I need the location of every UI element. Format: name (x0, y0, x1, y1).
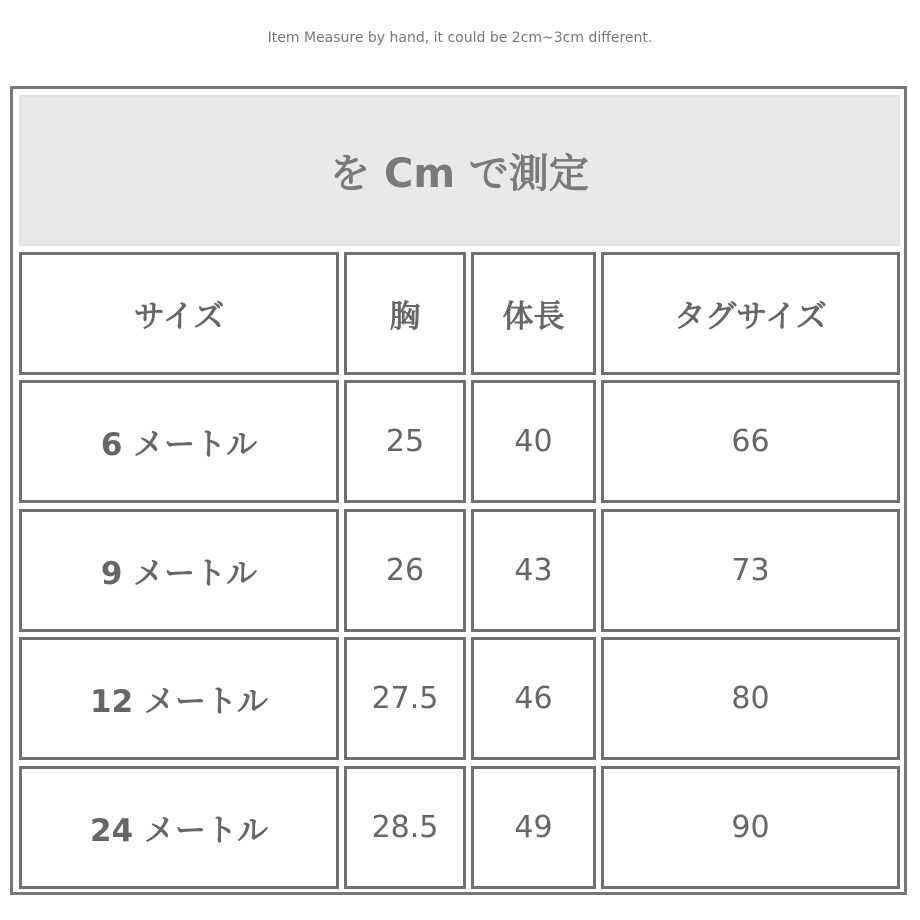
row-length: 43 (471, 509, 596, 632)
header-size: サイズ (19, 252, 339, 375)
header-length: 体長 (471, 252, 596, 375)
row-tag: 80 (601, 637, 900, 760)
row-size: 6 メートル (19, 380, 339, 503)
row-length: 49 (471, 766, 596, 889)
row-chest: 26 (344, 509, 466, 632)
row-length: 40 (471, 380, 596, 503)
row-tag: 90 (601, 766, 900, 889)
header-chest: 胸 (344, 252, 466, 375)
row-tag: 73 (601, 509, 900, 632)
row-size: 9 メートル (19, 509, 339, 632)
table-title: を Cm で測定 (19, 95, 900, 246)
row-size: 24 メートル (19, 766, 339, 889)
row-chest: 25 (344, 380, 466, 503)
header-tag-size: タグサイズ (601, 252, 900, 375)
measurement-note: Item Measure by hand, it could be 2cm~3cm different. (267, 30, 653, 46)
row-chest: 27.5 (344, 637, 466, 760)
row-tag: 66 (601, 380, 900, 503)
row-chest: 28.5 (344, 766, 466, 889)
row-size: 12 メートル (19, 637, 339, 760)
row-length: 46 (471, 637, 596, 760)
